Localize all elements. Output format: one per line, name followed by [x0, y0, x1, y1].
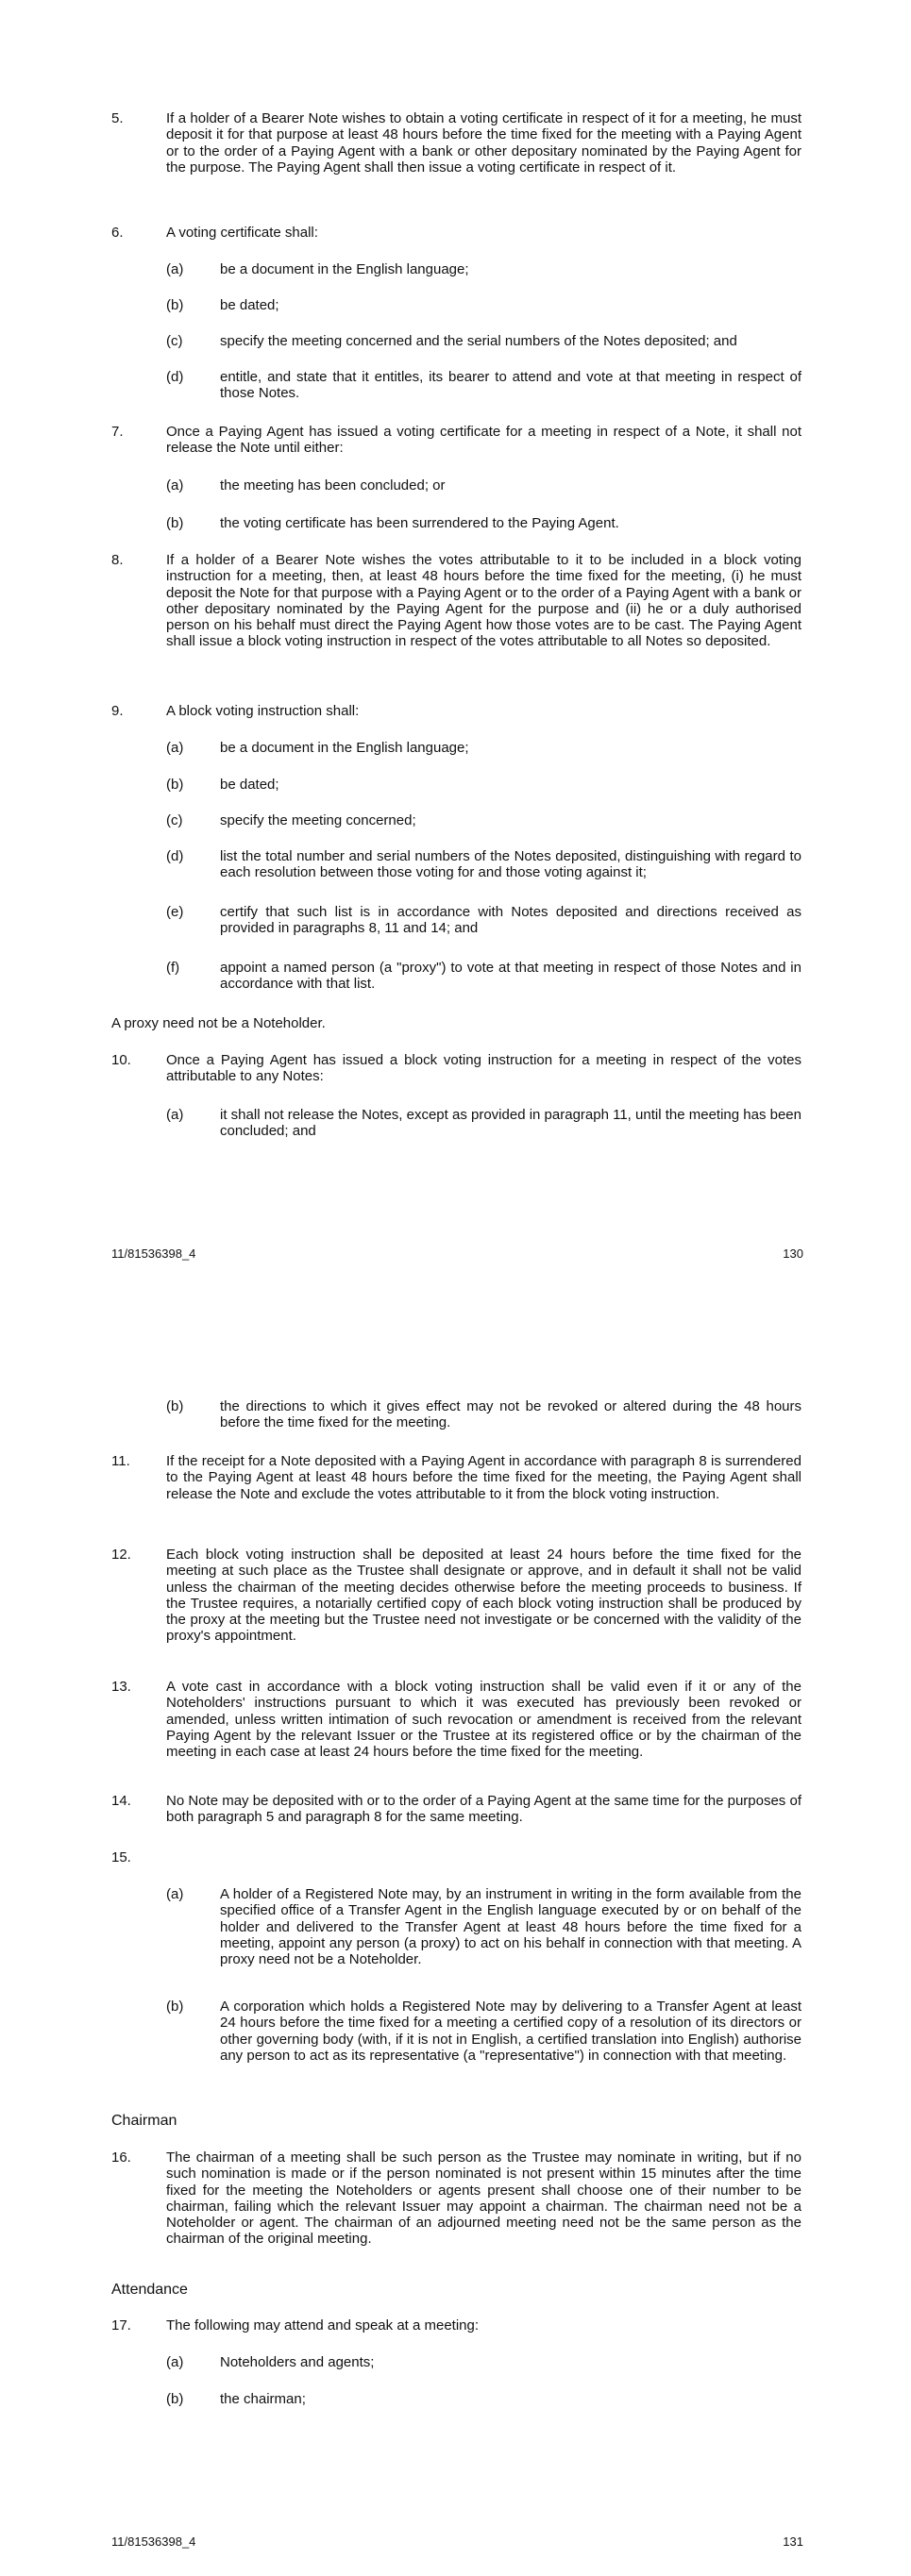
paragraph-text: A vote cast in accordance with a block voting instruction shall be valid even if it or any of the Noteholders' instructions pursuant to which it was executed has previously been revoked or amended, unless written intimation of such revocation or amendment is received from the relevant Paying Agent by the relevant Issuer or the Trustee at its registered office or by the chairman of the meeting in each case at least 24 hours before the time fixed for the meeting.: [166, 1679, 801, 1761]
heading-chairman: Chairman: [111, 2113, 177, 2129]
subparagraph-7a: [166, 477, 801, 493]
subparagraph-number: (a): [166, 261, 184, 277]
paragraph-number: 15.: [111, 1849, 131, 1865]
subparagraph-text: specify the meeting concerned;: [220, 812, 416, 828]
subparagraph-text: Noteholders and agents;: [220, 2354, 375, 2370]
subparagraph-text: entitle, and state that it entitles, its bearer to attend and vote at that meeting in respect of those Notes.: [220, 369, 801, 402]
subparagraph-9b: [166, 777, 801, 793]
subparagraph-9d: [166, 848, 801, 881]
subparagraph-number: (b): [166, 1398, 184, 1414]
subparagraph-10a: [166, 1107, 801, 1140]
subparagraph-text: be dated;: [220, 297, 279, 313]
paragraph-text: The chairman of a meeting shall be such person as the Trustee may nominate in writing, but if no such nomination is made or if the person nominated is not present within 15 minutes after the time fixed for the meeting the Noteholders or agents present shall choose one of their number to be chairman, failing which the relevant Issuer may appoint a chairman. The chairman need not be a Noteholder or agent. The chairman of an adjourned meeting need not be the same person as the chairman of the original meeting.: [166, 2149, 801, 2248]
subparagraph-number: (b): [166, 297, 184, 313]
subparagraph-text: A holder of a Registered Note may, by an instrument in writing in the form available from the specified office of a Transfer Agent in the English language executed by or on behalf of the holder and delivered to the Transfer Agent at least 48 hours before the time fixed for a meeting, appoint any person (a proxy) to act on his behalf in connection with that meeting. A proxy need not be a Noteholder.: [220, 1886, 801, 1968]
subparagraph-text: appoint a named person (a "proxy") to vote at that meeting in respect of those Notes and in accordance with that list.: [220, 960, 801, 993]
subparagraph-6b: [166, 297, 801, 313]
paragraph-text: A block voting instruction shall:: [166, 703, 360, 719]
paragraph-number: 7.: [111, 424, 124, 440]
subparagraph-text: list the total number and serial numbers of the Notes deposited, distinguishing with regard to each resolution between those voting for and those voting against it;: [220, 848, 801, 881]
footer-reference: 11/81536398_4: [111, 2534, 196, 2549]
subparagraph-number: (a): [166, 740, 184, 756]
paragraph-number: 12.: [111, 1547, 131, 1563]
paragraph-text: If a holder of a Bearer Note wishes to obtain a voting certificate in respect of it for a meeting, he must deposit it for that purpose at least 48 hours before the time fixed for the meeting with a Paying Agent or to the order of a Paying Agent with a bank or other depositary nominated by the Paying Agent for the purpose. The Paying Agent shall then issue a voting certificate in respect of it.: [166, 110, 801, 176]
subparagraph-number: (a): [166, 1886, 184, 1902]
subparagraph-15b: [166, 1999, 801, 2064]
paragraph-number: 8.: [111, 552, 124, 568]
subparagraph-number: (a): [166, 2354, 184, 2370]
paragraph-number: 16.: [111, 2149, 131, 2166]
paragraph-number: 5.: [111, 110, 124, 126]
subparagraph-17a: [166, 2354, 801, 2370]
paragraph-8: [111, 552, 801, 650]
paragraph-9: [111, 703, 801, 719]
subparagraph-number: (e): [166, 904, 184, 920]
paragraph-10: [111, 1052, 801, 1085]
page-131: [0, 1288, 911, 2576]
subparagraph-number: (b): [166, 2391, 184, 2407]
subparagraph-number: (d): [166, 369, 184, 385]
subparagraph-text: be a document in the English language;: [220, 740, 469, 756]
heading-attendance: Attendance: [111, 2282, 188, 2298]
subparagraph-6a: [166, 261, 801, 277]
paragraph-11: [111, 1453, 801, 1502]
subparagraph-9a: [166, 740, 801, 756]
subparagraph-number: (b): [166, 515, 184, 531]
paragraph-number: 13.: [111, 1679, 131, 1695]
subparagraph-10b: [166, 1398, 801, 1431]
page-number: 131: [783, 2534, 803, 2549]
footer-reference: 11/81536398_4: [111, 1246, 196, 1261]
subparagraph-17b: [166, 2391, 801, 2407]
paragraph-5: [111, 110, 801, 176]
subparagraph-text: the directions to which it gives effect may not be revoked or altered during the 48 hours before the time fixed for the meeting.: [220, 1398, 801, 1431]
paragraph-text: The following may attend and speak at a meeting:: [166, 2317, 480, 2333]
subparagraph-number: (f): [166, 960, 180, 976]
paragraph-16: [111, 2149, 801, 2248]
subparagraph-6d: [166, 369, 801, 402]
subparagraph-number: (b): [166, 1999, 184, 2015]
paragraph-number: 9.: [111, 703, 124, 719]
subparagraph-text: be dated;: [220, 777, 279, 793]
paragraph-13: [111, 1679, 801, 1760]
paragraph-text: A voting certificate shall:: [166, 225, 318, 241]
subparagraph-9e: [166, 904, 801, 937]
paragraph-14: [111, 1793, 801, 1826]
paragraph-12: [111, 1547, 801, 1645]
paragraph-text: Once a Paying Agent has issued a block voting instruction for a meeting in respect of the votes attributable to any Notes:: [166, 1052, 801, 1085]
paragraph-number: 11.: [111, 1453, 130, 1469]
subparagraph-9c: [166, 812, 801, 828]
paragraph-number: 6.: [111, 225, 124, 241]
proxy-note: A proxy need not be a Noteholder.: [111, 1015, 326, 1031]
paragraph-number: 10.: [111, 1052, 131, 1068]
subparagraph-6c: [166, 333, 801, 349]
paragraph-text: Each block voting instruction shall be deposited at least 24 hours before the time fixed for the meeting at such place as the Trustee shall designate or approve, and in default it shall not be valid unless the chairman of the meeting decides otherwise before the meeting proceeds to business. If the Trustee requires, a notarially certified copy of each block voting instruction shall be produced by the proxy at the meeting but the Trustee need not investigate or be concerned with the validity of the proxy's appointment.: [166, 1547, 801, 1645]
subparagraph-number: (c): [166, 812, 183, 828]
paragraph-text: If the receipt for a Note deposited with a Paying Agent in accordance with paragraph 8 is surrendered to the Paying Agent at least 48 hours before the time fixed for the meeting, the Paying Agent shall release the Note and exclude the votes attributable to it from the block voting instruction.: [166, 1453, 801, 1502]
paragraph-number: 17.: [111, 2317, 131, 2333]
subparagraph-number: (a): [166, 1107, 184, 1123]
paragraph-text: Once a Paying Agent has issued a voting certificate for a meeting in respect of a Note, it shall not release the Note until either:: [166, 424, 801, 457]
paragraph-number: 14.: [111, 1793, 131, 1809]
subparagraph-text: the voting certificate has been surrendered to the Paying Agent.: [220, 515, 619, 531]
paragraph-7: [111, 424, 801, 457]
subparagraph-text: specify the meeting concerned and the serial numbers of the Notes deposited; and: [220, 333, 737, 349]
subparagraph-number: (a): [166, 477, 184, 493]
subparagraph-number: (c): [166, 333, 183, 349]
subparagraph-text: A corporation which holds a Registered Note may by delivering to a Transfer Agent at least 24 hours before the time fixed for a meeting a certified copy of a resolution of its directors or other governing body (with, if it is not in English, a certified translation into English) authorise any person to act as its representative (a "representative") in connection with that meeting.: [220, 1999, 801, 2064]
subparagraph-text: be a document in the English language;: [220, 261, 469, 277]
paragraph-17: [111, 2317, 801, 2333]
page-number: 130: [783, 1246, 803, 1261]
subparagraph-number: (d): [166, 848, 184, 864]
paragraph-text: No Note may be deposited with or to the order of a Paying Agent at the same time for the purposes of both paragraph 5 and paragraph 8 for the same meeting.: [166, 1793, 801, 1826]
subparagraph-number: (b): [166, 777, 184, 793]
subparagraph-15a: [166, 1886, 801, 1967]
subparagraph-text: the chairman;: [220, 2391, 306, 2407]
subparagraph-text: the meeting has been concluded; or: [220, 477, 446, 493]
subparagraph-7b: [166, 515, 801, 531]
paragraph-text: If a holder of a Bearer Note wishes the votes attributable to it to be included in a block voting instruction for a meeting, then, at least 48 hours before the time fixed for the meeting, (i) he must deposit the Note for that purpose with a Paying Agent or to the order of a Paying Agent with a bank or other depositary nominated by the Paying Agent for the purpose and (ii) he or a duly authorised person on his behalf must direct the Paying Agent how those votes are to be cast. The Paying Agent shall issue a block voting instruction in respect of the votes attributable to all Notes so deposited.: [166, 552, 801, 650]
subparagraph-9f: [166, 960, 801, 993]
subparagraph-text: it shall not release the Notes, except as provided in paragraph 11, until the meeting has been concluded; and: [220, 1107, 801, 1140]
paragraph-6: [111, 225, 801, 241]
subparagraph-text: certify that such list is in accordance with Notes deposited and directions received as provided in paragraphs 8, 11 and 14; and: [220, 904, 801, 937]
